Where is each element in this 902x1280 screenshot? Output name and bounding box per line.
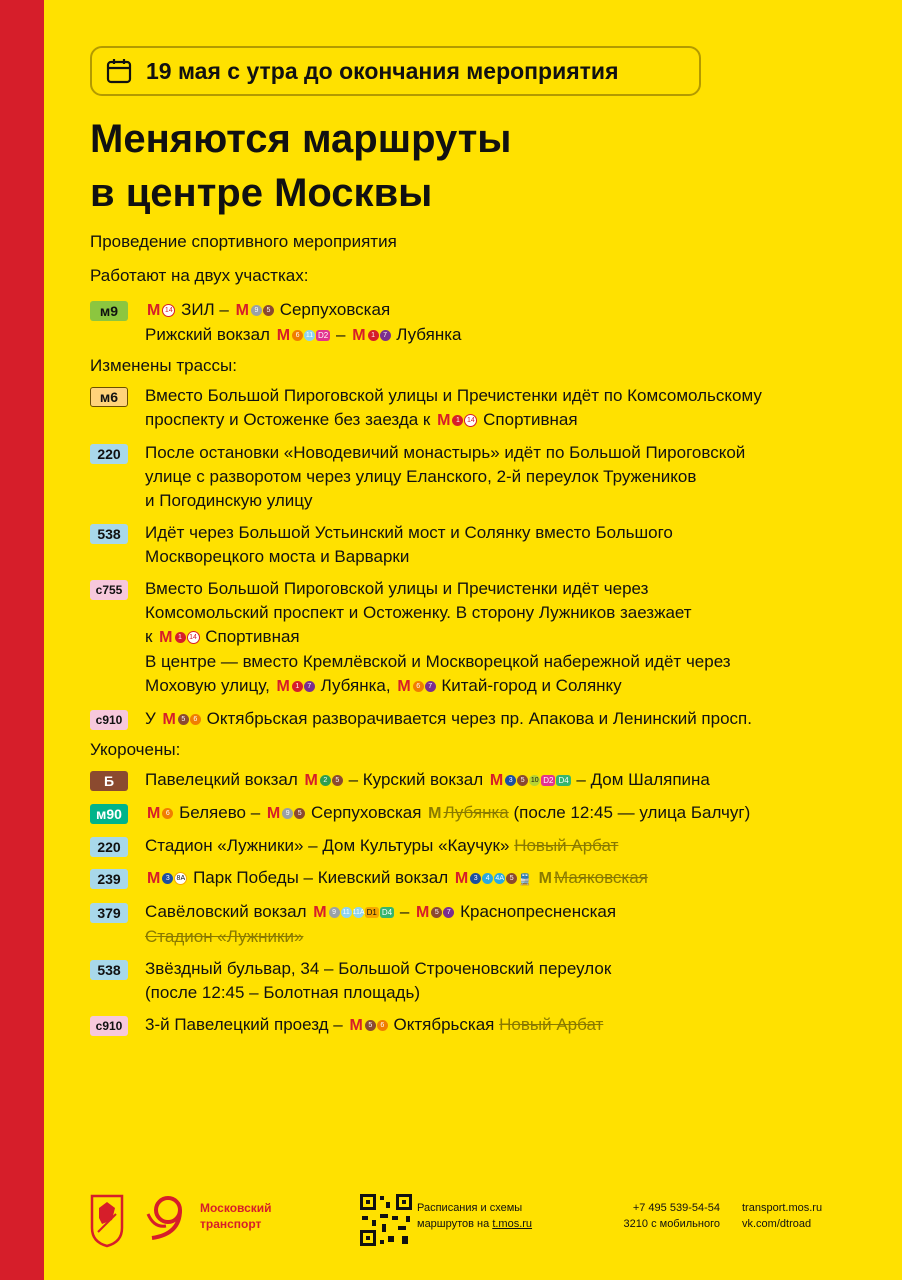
phone-info: +7 495 539-54-54 3210 с мобильного <box>610 1200 720 1232</box>
section-working: Работают на двух участках: <box>90 266 309 285</box>
calendar-icon <box>106 58 132 84</box>
metro-icon: M <box>266 805 281 822</box>
route-538-shortened: 538 Звёздный бульвар, 34 – Большой Строченовский переулок (после 12:45 – Болотная площадь) <box>90 957 880 1005</box>
route-badge: 220 <box>90 444 128 464</box>
route-badge: 538 <box>90 960 128 980</box>
line-6-icon: 6 <box>377 1020 388 1031</box>
line-7-icon: 7 <box>425 681 436 692</box>
site-info <box>742 1200 822 1232</box>
line-2-icon: 2 <box>320 775 331 786</box>
metro-icon: M <box>489 772 504 789</box>
route-220-changed: 220 После остановки «Новодевичий монастырь» идёт по Большой Пироговской улице с разворотом через улицу Еланского, 2-й переулок Тружеников и Погодинскую улицу <box>90 441 880 513</box>
qr-code[interactable] <box>358 1192 414 1248</box>
metro-icon: M <box>428 805 442 822</box>
subtitle: Проведение спортивного мероприятия <box>90 232 397 251</box>
line-5-icon: 5 <box>294 808 305 819</box>
line-8a-icon: 8A <box>174 872 187 885</box>
line-1-icon: 1 <box>452 415 463 426</box>
route-badge: 379 <box>90 903 128 923</box>
page-title <box>90 112 511 220</box>
route-m9: м9 M 14 ЗИЛ – M 9 5 Серпуховская Рижский вокзал M 6 11 D2 – M 1 7 Лубянка <box>90 298 880 348</box>
line-3-icon: 3 <box>162 873 173 884</box>
date-text: 19 мая с утра до окончания мероприятия <box>146 57 619 84</box>
line-5-icon: 5 <box>178 714 189 725</box>
route-239: 239 M 3 8A Парк Победы – Киевский вокзал M 3 4 4A 5 🚆 M Маяковская <box>90 866 880 892</box>
metro-icon: M <box>313 904 327 921</box>
line-5-icon: 5 <box>263 305 274 316</box>
metro-icon: M <box>147 870 161 887</box>
metro-icon: M <box>159 629 173 646</box>
line-5-icon: 5 <box>506 873 517 884</box>
schedule-info: Расписания и схемы маршрутов на t.mos.ru <box>417 1202 533 1230</box>
routes-list <box>90 298 880 1046</box>
route-badge: м90 <box>90 804 128 824</box>
route-b: Б Павелецкий вокзал M 2 5 – Курский вокзал M 3 5 10 D2 D4 – Дом Шаляпина <box>90 768 880 793</box>
title-line-1: Меняются маршруты <box>90 117 512 161</box>
line-5-icon: 5 <box>332 775 343 786</box>
route-m6: м6 Вместо Большой Пироговской улицы и Пречистенки идёт по Комсомольскому проспекту и Остоженке без заезда к M 1 14 Спортивная <box>90 384 880 433</box>
vk-link[interactable]: vk.com/dtroad <box>742 1218 812 1230</box>
line-3-icon: 3 <box>505 775 516 786</box>
line-5-icon: 5 <box>431 907 442 918</box>
route-badge: 220 <box>90 837 128 857</box>
line-11-icon: 11 <box>305 332 314 340</box>
metro-icon: M <box>349 1017 363 1034</box>
metro-icon: M <box>416 904 430 921</box>
section-shortened: Укорочены: <box>90 740 181 759</box>
line-1-icon: 1 <box>292 681 303 692</box>
d4-icon: D4 <box>381 908 393 918</box>
route-379: 379 Савёловский вокзал M 9 11 11A D1 D4 – M 5 7 Краснопресненская Стадион «Лужники» <box>90 900 880 949</box>
metro-icon: M <box>147 805 161 822</box>
title-line-2: в центре Москвы <box>90 171 433 215</box>
metro-icon: M <box>235 302 249 319</box>
route-220-shortened: 220 Стадион «Лужники» – Дом Культуры «Каучук» Новый Арбат <box>90 834 880 858</box>
line-1-icon: 1 <box>175 632 186 643</box>
line-11-icon: 11 <box>342 909 350 917</box>
phone-number[interactable]: +7 495 539-54-54 <box>632 1202 720 1214</box>
line-4-icon: 4 <box>482 873 493 884</box>
route-badge: с910 <box>90 710 128 730</box>
route-c910-shortened: с910 3-й Павелецкий проезд – M 5 6 Октябрьская Новый Арбат <box>90 1013 880 1038</box>
date-banner <box>90 46 701 96</box>
line-9-icon: 9 <box>282 808 293 819</box>
line-7-icon: 7 <box>304 681 315 692</box>
line-6-icon: 6 <box>413 681 424 692</box>
line-9-icon: 9 <box>251 305 262 316</box>
line-3-icon: 3 <box>470 873 481 884</box>
line-5-icon: 5 <box>517 775 528 786</box>
side-red-bar <box>0 0 44 1280</box>
d4-icon: D4 <box>558 776 569 786</box>
line-5-icon: 5 <box>365 1020 376 1031</box>
route-badge: с910 <box>90 1016 128 1036</box>
d2-icon: D2 <box>543 776 554 786</box>
metro-icon: M <box>437 412 451 429</box>
line-6-icon: 6 <box>292 330 303 341</box>
line-14-icon: 14 <box>162 304 175 317</box>
line-9-icon: 9 <box>329 907 340 918</box>
route-badge: м9 <box>90 301 128 321</box>
train-icon: 🚆 <box>518 874 532 886</box>
metro-icon: M <box>162 711 176 728</box>
metro-icon: M <box>276 327 291 344</box>
line-6-icon: 6 <box>190 714 201 725</box>
route-badge: м6 <box>90 387 128 407</box>
line-11a-icon: 11A <box>352 909 365 917</box>
metro-icon: M <box>304 772 318 789</box>
d1-icon: D1 <box>366 908 377 918</box>
metro-icon: M <box>352 327 366 344</box>
section-changed: Изменены трассы: <box>90 356 237 375</box>
route-538-changed: 538 Идёт через Большой Устьинский мост и Солянку вместо Большого Москворецкого моста и Варварки <box>90 521 880 569</box>
route-c910-changed: с910 У M 5 6 Октябрьская разворачивается через пр. Апакова и Ленинский просп. <box>90 707 880 732</box>
site-link[interactable]: transport.mos.ru <box>742 1202 823 1214</box>
d2-icon: D2 <box>318 331 329 341</box>
line-10-icon: 10 <box>530 777 539 785</box>
line-7-icon: 7 <box>443 907 454 918</box>
moscow-transport-logo-icon <box>146 1194 186 1240</box>
route-badge: с755 <box>90 580 128 600</box>
metro-icon: M <box>538 870 552 887</box>
metro-icon: M <box>147 302 161 319</box>
line-7-icon: 7 <box>380 330 391 341</box>
line-6-icon: 6 <box>162 808 173 819</box>
line-4a-icon: 4A <box>495 875 504 883</box>
tmos-link[interactable]: t.mos.ru <box>492 1218 533 1230</box>
metro-icon: M <box>276 678 290 695</box>
route-badge: 239 <box>90 869 128 889</box>
footer <box>90 1192 880 1252</box>
line-14-icon: 14 <box>464 414 477 427</box>
metro-icon: M <box>454 870 469 887</box>
brand-name: Московский транспорт <box>200 1201 272 1231</box>
line-1-icon: 1 <box>368 330 379 341</box>
metro-icon: M <box>397 678 411 695</box>
line-14-icon: 14 <box>187 631 200 644</box>
route-c755: с755 Вместо Большой Пироговской улицы и Пречистенки идёт через Комсомольский проспект и Остоженку. В сторону Лужников заезжает к M 1 14 Спортивная В центре — вместо Кремлёвской и Москворецкой набережной идёт через Моховую улицу, M 1 7 Лубянка, M 6 7 Китай-город и Солянку <box>90 577 880 699</box>
moscow-coat-of-arms-icon <box>90 1192 124 1248</box>
route-badge: 538 <box>90 524 128 544</box>
route-m90: м90 M 6 Беляево – M 9 5 Серпуховская M Лубянка (после 12:45 — улица Балчуг) <box>90 801 880 826</box>
route-badge: Б <box>90 771 128 791</box>
